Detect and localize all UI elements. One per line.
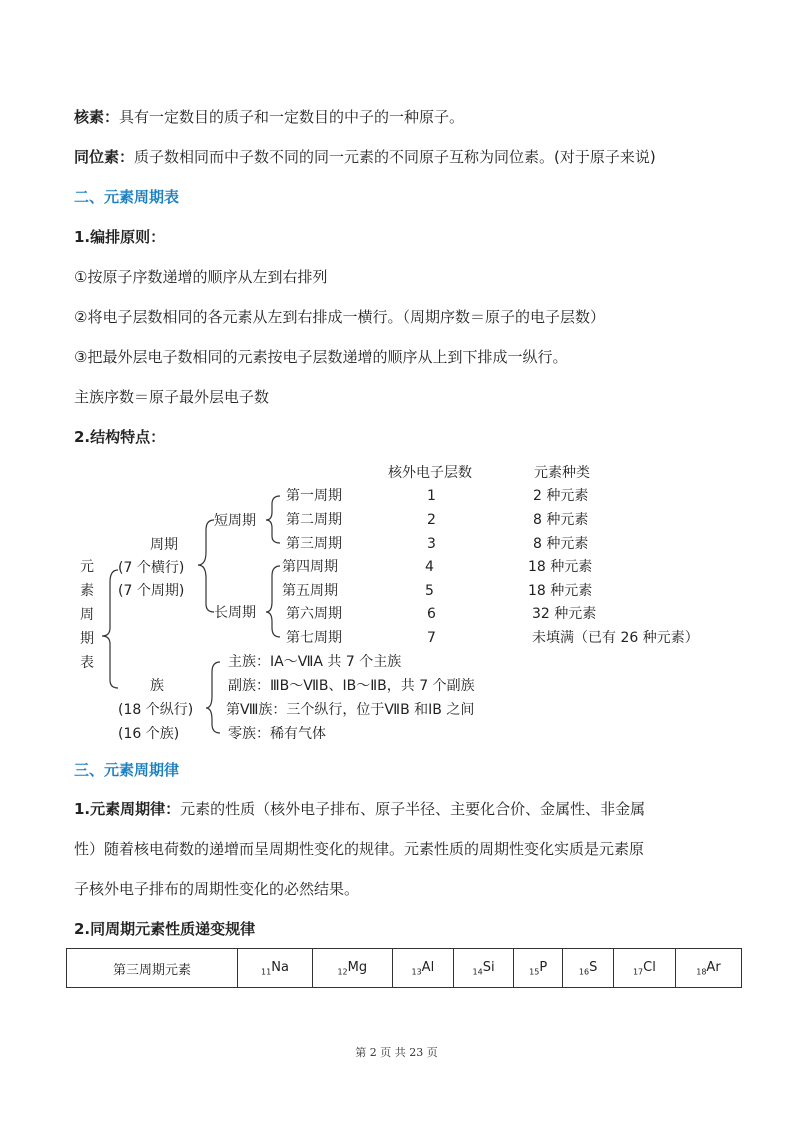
element-cell [675,949,741,988]
period-layers: 5 [425,583,434,599]
group-count: (16 个族) [118,726,180,742]
atomic-number: 11 [261,967,272,977]
group-label: 族 [150,678,164,694]
element-symbol: Ar [706,959,721,975]
long-period-label: 长周期 [214,605,256,621]
element-cell [392,949,454,988]
group-type: 主族：ⅠA～ⅦA 共 7 个主族 [228,654,402,670]
period-kinds: 8 种元素 [533,536,589,552]
rule-3: ③把最外层电子数相同的元素按电子层数递增的顺序从上到下排成一纵行。 [74,348,568,366]
atomic-number: 15 [529,967,540,977]
subsection-heading: 2.同周期元素性质递变规律 [74,920,256,938]
period-name: 第六周期 [286,606,342,622]
rule-1: ①按原子序数递增的顺序从左到右排列 [74,268,328,286]
term-nuclide: 核素： [74,108,120,126]
element-symbol: Cl [643,959,656,975]
period-count: (7 个周期) [118,583,185,599]
element-symbol: Na [271,959,289,975]
period-kinds: 2 种元素 [533,488,589,504]
table-row [67,949,742,988]
term-isotope: 同位素： [74,148,135,166]
period-layers: 6 [427,606,436,622]
root-label: 表 [80,655,94,671]
period-rows: (7 个横行) [118,560,185,576]
section-heading: 三、元素周期律 [74,761,180,779]
group-type: 第Ⅷ族：三个纵行，位于ⅦB 和ⅠB 之间 [226,702,475,718]
atomic-number: 18 [696,967,707,977]
table-header-cell: 第三周期元素 [67,949,238,988]
period-3-elements-table [66,948,742,988]
atomic-number: 16 [578,967,590,977]
period-layers: 3 [427,536,436,552]
period-kinds: 8 种元素 [533,512,589,528]
short-period-label: 短周期 [214,513,256,529]
column-header-layers: 核外电子层数 [388,465,472,481]
element-cell [454,949,514,988]
page-footer: 第 2 页 共 23 页 [355,1046,438,1059]
term-periodic-law: 1.元素周期律： [74,800,181,818]
element-cell [513,949,562,988]
element-cell [238,949,313,988]
period-layers: 7 [427,630,436,646]
root-label: 元 [80,559,94,575]
group-rows: (18 个纵行) [118,702,194,718]
element-symbol: P [539,959,548,975]
period-kinds: 未填满（已有 26 种元素） [532,630,699,646]
period-name: 第一周期 [286,488,342,504]
atomic-number: 14 [472,967,483,977]
law-line-1 [74,799,645,819]
root-label: 周 [80,607,94,623]
period-kinds: 18 种元素 [528,559,593,575]
element-cell [613,949,675,988]
period-layers: 2 [427,512,436,528]
group-type: 副族：ⅢB～ⅦB、ⅠB～ⅡB，共 7 个副族 [228,678,475,694]
period-label: 周期 [150,537,178,553]
group-type: 零族：稀有气体 [228,726,326,742]
definition-text: 质子数相同而中子数不同的同一元素的不同原子互称为同位素。(对于原子来说) [134,148,656,166]
element-symbol: Si [482,959,495,975]
section-heading: 二、元素周期表 [74,188,180,206]
period-name: 第二周期 [286,512,342,528]
law-line-3: 子核外电子排布的周期性变化的必然结果。 [74,880,360,898]
period-layers: 4 [425,559,434,575]
law-text: 元素的性质（核外电子排布、原子半径、主要化合价、金属性、非金属 [180,800,646,818]
rule-4: 主族序数＝原子最外层电子数 [74,388,270,406]
element-cell [563,949,614,988]
period-name: 第四周期 [282,559,338,575]
element-symbol: Al [421,959,435,975]
law-line-2: 性）随着核电荷数的递增而呈周期性变化的规律。元素性质的周期性变化实质是元素原 [74,840,645,858]
period-kinds: 32 种元素 [532,606,597,622]
period-name: 第五周期 [282,583,338,599]
root-label: 期 [80,631,94,647]
definition-text: 具有一定数目的质子和一定数目的中子的一种原子。 [119,108,465,126]
column-header-kinds: 元素种类 [534,465,590,481]
atomic-number: 12 [337,967,348,977]
period-name: 第七周期 [286,630,342,646]
subsection-heading: 1.编排原则： [74,228,166,246]
element-symbol: S [589,959,598,975]
period-kinds: 18 种元素 [528,583,593,599]
period-name: 第三周期 [286,536,342,552]
rule-2: ②将电子层数相同的各元素从左到右排成一横行。（周期序数＝原子的电子层数） [74,308,605,326]
subsection-heading: 2.结构特点： [74,428,166,446]
root-label: 素 [80,583,94,599]
period-layers: 1 [427,488,436,504]
element-symbol: Mg [347,959,368,975]
element-cell [313,949,393,988]
atomic-number: 13 [411,967,422,977]
atomic-number: 17 [632,967,644,977]
